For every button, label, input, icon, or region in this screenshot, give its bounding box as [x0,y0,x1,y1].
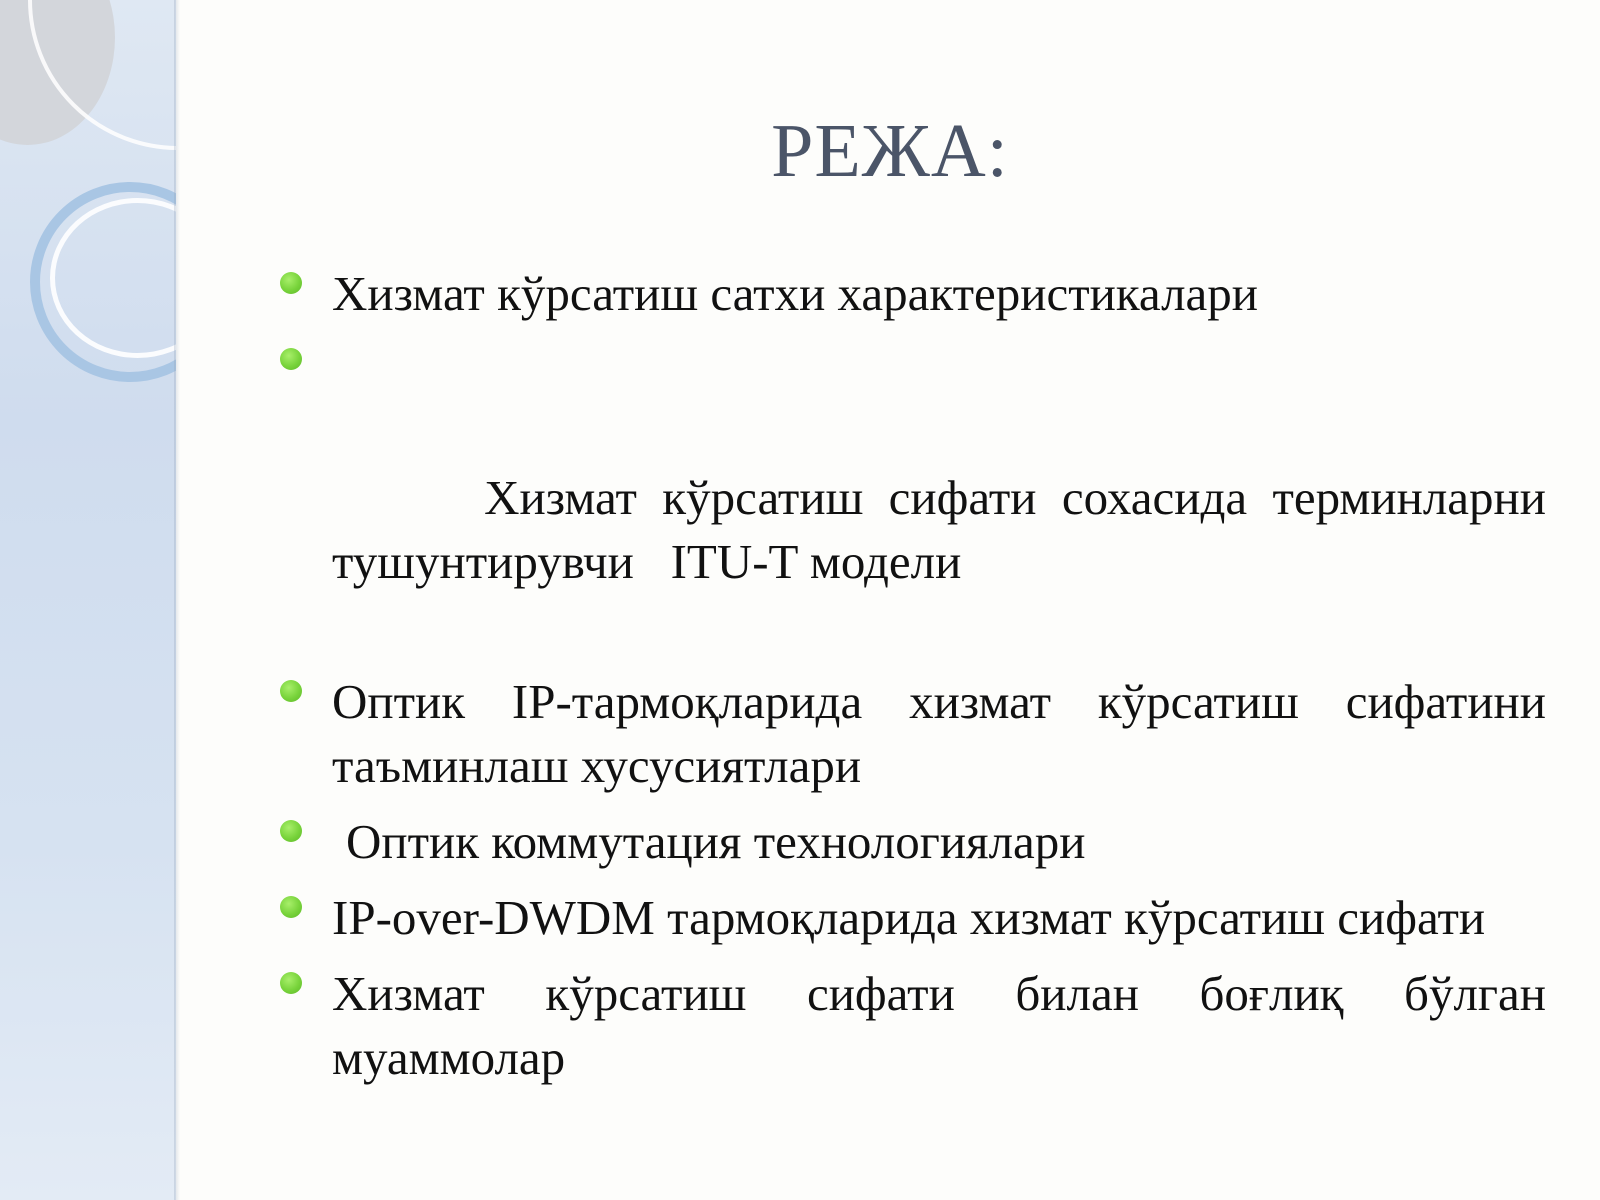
bullet-item [276,262,1546,326]
bullet-text: Хизмат кўрсатиш сифати сохасида терминларни тушунтирувчи ITU-T модели [332,470,1559,589]
bullet-dot-icon [280,272,302,294]
bullet-text: IP-over-DWDM тармоқларида хизмат кўрсатиш сифати [332,890,1486,945]
bullet-item [276,338,1559,658]
slide-title: РЕЖА: [771,109,1009,193]
bullet-text: Хизмат кўрсатиш сатхи характеристикалари [332,266,1258,321]
bullet-dot-icon [280,348,302,370]
panel-edge-shadow [174,0,180,1200]
bullet-list [276,262,1559,1102]
bullet-text: Оптик IP-тармоқларида хизмат кўрсатиш сифатини таъминлаш хусусиятлари [332,674,1546,793]
bullet-dot-icon [280,680,302,702]
bullet-item [276,886,1546,950]
bullet-item [276,962,1546,1090]
bullet-text: Оптик коммутация технологиялари [346,814,1086,869]
bullet-item [276,670,1546,798]
bullet-dot-icon [280,972,302,994]
bullet-item [276,810,1546,874]
bullet-text: Хизмат кўрсатиш сифати билан боғлиқ бўлган муаммолар [332,966,1546,1085]
decorative-side-panel [0,0,176,1200]
bullet-dot-icon [280,820,302,842]
bullet-dot-icon [280,896,302,918]
